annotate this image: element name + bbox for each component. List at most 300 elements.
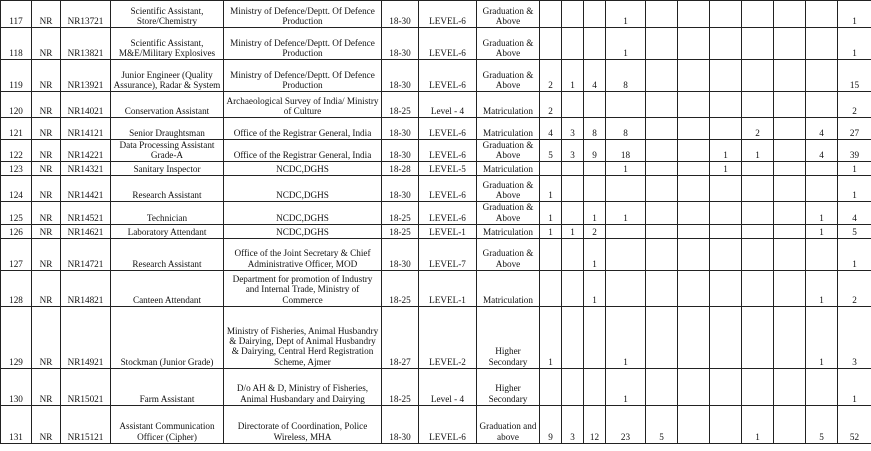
- serial-no-cell: 125: [1, 202, 32, 224]
- vacancy-count-cell: [540, 368, 562, 405]
- post-name-cell: Assistant Communication Officer (Cipher): [111, 405, 224, 443]
- vacancy-count-cell: [606, 238, 646, 270]
- vacancy-count-cell: [562, 162, 584, 176]
- vacancy-count-cell: [742, 176, 774, 202]
- vacancy-count-cell: 1: [584, 238, 606, 270]
- vacancy-count-cell: [678, 28, 710, 60]
- post-code-cell: NR14421: [61, 176, 111, 202]
- category-cell: NR: [32, 224, 61, 238]
- qualification-cell: Graduation & Above: [477, 28, 540, 60]
- vacancy-count-cell: [710, 405, 742, 443]
- total-vacancy-cell: 1: [838, 28, 871, 60]
- vacancy-count-cell: [774, 60, 806, 92]
- vacancy-count-cell: [806, 28, 838, 60]
- pay-level-cell: LEVEL-1: [419, 224, 477, 238]
- vacancy-count-cell: [646, 28, 678, 60]
- vacancy-count-cell: [562, 92, 584, 118]
- serial-no-cell: 128: [1, 270, 32, 306]
- post-name-cell: Research Assistant: [111, 238, 224, 270]
- vacancy-count-cell: [710, 176, 742, 202]
- vacancy-count-cell: 1: [584, 202, 606, 224]
- vacancy-count-cell: [742, 60, 774, 92]
- vacancy-count-cell: [710, 28, 742, 60]
- serial-no-cell: 126: [1, 224, 32, 238]
- table-row: [1, 405, 871, 443]
- vacancy-count-cell: [678, 118, 710, 140]
- vacancy-count-cell: [806, 368, 838, 405]
- vacancy-count-cell: [562, 1, 584, 28]
- vacancy-count-cell: [584, 176, 606, 202]
- vacancy-count-cell: 1: [606, 28, 646, 60]
- vacancy-count-cell: 2: [540, 92, 562, 118]
- ministry-cell: NCDC,DGHS: [224, 202, 382, 224]
- qualification-cell: Matriculation: [477, 118, 540, 140]
- age-limit-cell: 18-25: [382, 368, 419, 405]
- vacancy-count-cell: 1: [562, 224, 584, 238]
- vacancy-count-cell: [678, 224, 710, 238]
- post-code-cell: NR14321: [61, 162, 111, 176]
- post-code-cell: NR14621: [61, 224, 111, 238]
- ministry-cell: Ministry of Defence/Deptt. Of Defence Production: [224, 1, 382, 28]
- serial-no-cell: 121: [1, 118, 32, 140]
- vacancy-count-cell: [540, 1, 562, 28]
- age-limit-cell: 18-30: [382, 28, 419, 60]
- vacancy-count-cell: [646, 224, 678, 238]
- vacancy-count-cell: [584, 92, 606, 118]
- vacancy-count-cell: [646, 238, 678, 270]
- table-row: [1, 202, 871, 224]
- vacancy-count-cell: [710, 92, 742, 118]
- qualification-cell: Graduation & Above: [477, 238, 540, 270]
- vacancy-count-cell: [678, 368, 710, 405]
- vacancy-count-cell: 4: [584, 60, 606, 92]
- vacancy-count-cell: [710, 270, 742, 306]
- vacancy-count-cell: [742, 306, 774, 368]
- table-row: [1, 176, 871, 202]
- vacancy-count-cell: 12: [584, 405, 606, 443]
- vacancy-count-cell: 8: [606, 118, 646, 140]
- ministry-cell: D/o AH & D, Ministry of Fisheries, Animal Husbandary and Dairying: [224, 368, 382, 405]
- total-vacancy-cell: 15: [838, 60, 871, 92]
- category-cell: NR: [32, 202, 61, 224]
- category-cell: NR: [32, 270, 61, 306]
- ministry-cell: Office of the Registrar General, India: [224, 118, 382, 140]
- vacancy-count-cell: 23: [606, 405, 646, 443]
- vacancy-count-cell: [710, 224, 742, 238]
- pay-level-cell: LEVEL-6: [419, 28, 477, 60]
- post-name-cell: Conservation Assistant: [111, 92, 224, 118]
- qualification-cell: Matriculation: [477, 224, 540, 238]
- post-code-cell: NR14121: [61, 118, 111, 140]
- age-limit-cell: 18-28: [382, 162, 419, 176]
- total-vacancy-cell: 5: [838, 224, 871, 238]
- vacancy-count-cell: [774, 368, 806, 405]
- age-limit-cell: 18-30: [382, 238, 419, 270]
- vacancy-count-cell: [678, 270, 710, 306]
- vacancy-count-cell: [646, 118, 678, 140]
- qualification-cell: Graduation & Above: [477, 202, 540, 224]
- vacancy-count-cell: 1: [584, 270, 606, 306]
- age-limit-cell: 18-27: [382, 306, 419, 368]
- table-row: [1, 306, 871, 368]
- age-limit-cell: 18-25: [382, 202, 419, 224]
- table-row: [1, 60, 871, 92]
- vacancy-count-cell: [646, 92, 678, 118]
- vacancy-count-cell: [806, 1, 838, 28]
- vacancy-count-cell: [606, 176, 646, 202]
- vacancy-count-cell: 5: [806, 405, 838, 443]
- vacancy-count-cell: [774, 140, 806, 162]
- vacancy-count-cell: 9: [584, 140, 606, 162]
- vacancy-count-cell: 1: [742, 140, 774, 162]
- vacancy-count-cell: [774, 405, 806, 443]
- age-limit-cell: 18-25: [382, 92, 419, 118]
- ministry-cell: Directorate of Coordination, Police Wireless, MHA: [224, 405, 382, 443]
- vacancy-count-cell: [646, 140, 678, 162]
- ministry-cell: NCDC,DGHS: [224, 162, 382, 176]
- vacancy-count-cell: [562, 368, 584, 405]
- post-code-cell: NR15121: [61, 405, 111, 443]
- qualification-cell: Graduation & Above: [477, 1, 540, 28]
- pay-level-cell: LEVEL-6: [419, 118, 477, 140]
- ministry-cell: Ministry of Fisheries, Animal Husbandry & Dairying, Dept of Animal Husbandry & Dairying, Central Herd Registration Scheme, Ajmer: [224, 306, 382, 368]
- pay-level-cell: LEVEL-1: [419, 270, 477, 306]
- post-name-cell: Canteen Attendant: [111, 270, 224, 306]
- table-row: [1, 368, 871, 405]
- serial-no-cell: 123: [1, 162, 32, 176]
- total-vacancy-cell: 1: [838, 368, 871, 405]
- vacancy-count-cell: 1: [540, 224, 562, 238]
- total-vacancy-cell: 27: [838, 118, 871, 140]
- post-name-cell: Junior Engineer (Quality Assurance), Radar & System: [111, 60, 224, 92]
- vacancy-count-cell: [710, 1, 742, 28]
- vacancy-count-cell: [646, 1, 678, 28]
- vacancy-count-cell: [742, 238, 774, 270]
- post-code-cell: NR14221: [61, 140, 111, 162]
- pay-level-cell: LEVEL-2: [419, 306, 477, 368]
- vacancy-count-cell: 9: [540, 405, 562, 443]
- category-cell: NR: [32, 1, 61, 28]
- total-vacancy-cell: 4: [838, 202, 871, 224]
- post-code-cell: NR13821: [61, 28, 111, 60]
- serial-no-cell: 131: [1, 405, 32, 443]
- ministry-cell: Office of the Joint Secretary & Chief Administrative Officer, MOD: [224, 238, 382, 270]
- vacancy-count-cell: [540, 270, 562, 306]
- vacancy-count-cell: 1: [540, 176, 562, 202]
- total-vacancy-cell: 1: [838, 1, 871, 28]
- vacancy-count-cell: [584, 368, 606, 405]
- vacancy-count-cell: [606, 224, 646, 238]
- category-cell: NR: [32, 118, 61, 140]
- vacancy-count-cell: 1: [606, 368, 646, 405]
- qualification-cell: Matriculation: [477, 270, 540, 306]
- vacancy-count-cell: [584, 1, 606, 28]
- pay-level-cell: LEVEL-6: [419, 202, 477, 224]
- category-cell: NR: [32, 60, 61, 92]
- age-limit-cell: 18-30: [382, 1, 419, 28]
- qualification-cell: Matriculation: [477, 92, 540, 118]
- vacancy-count-cell: [678, 140, 710, 162]
- post-name-cell: Laboratory Attendant: [111, 224, 224, 238]
- post-code-cell: NR14521: [61, 202, 111, 224]
- qualification-cell: Matriculation: [477, 162, 540, 176]
- vacancy-count-cell: 1: [606, 306, 646, 368]
- vacancy-count-cell: 3: [562, 118, 584, 140]
- vacancy-count-cell: 4: [806, 118, 838, 140]
- post-code-cell: NR13921: [61, 60, 111, 92]
- qualification-cell: Higher Secondary: [477, 306, 540, 368]
- post-name-cell: Scientific Assistant, Store/Chemistry: [111, 1, 224, 28]
- vacancy-count-cell: 4: [540, 118, 562, 140]
- vacancy-count-cell: 5: [646, 405, 678, 443]
- pay-level-cell: LEVEL-6: [419, 60, 477, 92]
- vacancy-count-cell: [678, 1, 710, 28]
- vacancy-count-cell: 2: [742, 118, 774, 140]
- serial-no-cell: 118: [1, 28, 32, 60]
- qualification-cell: Higher Secondary: [477, 368, 540, 405]
- post-name-cell: Sanitary Inspector: [111, 162, 224, 176]
- post-code-cell: NR14021: [61, 92, 111, 118]
- vacancy-count-cell: [540, 162, 562, 176]
- vacancy-count-cell: 1: [710, 162, 742, 176]
- vacancy-count-cell: [742, 202, 774, 224]
- vacancy-count-cell: [584, 28, 606, 60]
- post-name-cell: Research Assistant: [111, 176, 224, 202]
- post-code-cell: NR15021: [61, 368, 111, 405]
- vacancy-count-cell: [584, 162, 606, 176]
- pay-level-cell: LEVEL-6: [419, 176, 477, 202]
- ministry-cell: NCDC,DGHS: [224, 224, 382, 238]
- post-name-cell: Data Processing Assistant Grade-A: [111, 140, 224, 162]
- vacancy-count-cell: [678, 405, 710, 443]
- category-cell: NR: [32, 405, 61, 443]
- vacancy-count-cell: 5: [540, 140, 562, 162]
- vacancy-count-cell: [806, 92, 838, 118]
- vacancy-count-cell: 2: [584, 224, 606, 238]
- category-cell: NR: [32, 176, 61, 202]
- ministry-cell: Ministry of Defence/Deptt. Of Defence Production: [224, 28, 382, 60]
- vacancy-count-cell: [710, 202, 742, 224]
- age-limit-cell: 18-30: [382, 140, 419, 162]
- vacancy-count-cell: [562, 176, 584, 202]
- vacancy-count-cell: [646, 162, 678, 176]
- post-name-cell: Technician: [111, 202, 224, 224]
- ministry-cell: Ministry of Defence/Deptt. Of Defence Production: [224, 60, 382, 92]
- total-vacancy-cell: 2: [838, 270, 871, 306]
- vacancy-count-cell: [710, 118, 742, 140]
- vacancy-count-cell: [742, 224, 774, 238]
- total-vacancy-cell: 3: [838, 306, 871, 368]
- post-name-cell: Stockman (Junior Grade): [111, 306, 224, 368]
- table-row: [1, 1, 871, 28]
- category-cell: NR: [32, 306, 61, 368]
- vacancy-count-cell: 8: [606, 60, 646, 92]
- pay-level-cell: LEVEL-7: [419, 238, 477, 270]
- vacancy-count-cell: [562, 306, 584, 368]
- vacancy-count-cell: [742, 92, 774, 118]
- vacancy-count-cell: 2: [540, 60, 562, 92]
- pay-level-cell: LEVEL-6: [419, 405, 477, 443]
- serial-no-cell: 120: [1, 92, 32, 118]
- qualification-cell: Graduation & Above: [477, 60, 540, 92]
- age-limit-cell: 18-30: [382, 405, 419, 443]
- vacancy-count-cell: [646, 270, 678, 306]
- vacancy-count-cell: 1: [806, 270, 838, 306]
- vacancy-count-cell: [774, 162, 806, 176]
- ministry-cell: Office of the Registrar General, India: [224, 140, 382, 162]
- vacancy-count-cell: [606, 270, 646, 306]
- vacancy-count-cell: 1: [562, 60, 584, 92]
- vacancy-count-cell: [774, 238, 806, 270]
- vacancy-count-cell: 1: [540, 202, 562, 224]
- pay-level-cell: LEVEL-5: [419, 162, 477, 176]
- vacancy-count-cell: [562, 270, 584, 306]
- vacancy-count-cell: [710, 238, 742, 270]
- qualification-cell: Graduation & Above: [477, 176, 540, 202]
- vacancy-count-cell: [710, 306, 742, 368]
- table-row: [1, 28, 871, 60]
- serial-no-cell: 129: [1, 306, 32, 368]
- vacancy-count-cell: [774, 176, 806, 202]
- vacancy-count-cell: 18: [606, 140, 646, 162]
- post-code-cell: NR14721: [61, 238, 111, 270]
- vacancy-count-cell: [742, 28, 774, 60]
- pay-level-cell: Level - 4: [419, 92, 477, 118]
- age-limit-cell: 18-30: [382, 60, 419, 92]
- serial-no-cell: 130: [1, 368, 32, 405]
- vacancy-count-cell: [646, 306, 678, 368]
- vacancy-count-cell: 4: [806, 140, 838, 162]
- vacancy-count-cell: [774, 1, 806, 28]
- vacancy-count-cell: [742, 270, 774, 306]
- vacancy-count-cell: 3: [562, 140, 584, 162]
- vacancy-count-cell: [806, 238, 838, 270]
- table-row: [1, 118, 871, 140]
- ministry-cell: Archaeological Survey of India/ Ministry of Culture: [224, 92, 382, 118]
- vacancy-count-cell: [678, 60, 710, 92]
- table-body: [1, 1, 871, 444]
- vacancy-count-cell: [806, 60, 838, 92]
- vacancy-count-cell: [678, 238, 710, 270]
- vacancy-count-cell: [646, 202, 678, 224]
- post-name-cell: Farm Assistant: [111, 368, 224, 405]
- serial-no-cell: 119: [1, 60, 32, 92]
- post-name-cell: Scientific Assistant, M&E/Military Explosives: [111, 28, 224, 60]
- age-limit-cell: 18-25: [382, 224, 419, 238]
- vacancy-count-cell: 1: [710, 140, 742, 162]
- vacancy-count-cell: 1: [606, 1, 646, 28]
- vacancy-count-cell: [774, 28, 806, 60]
- total-vacancy-cell: 52: [838, 405, 871, 443]
- pay-level-cell: LEVEL-6: [419, 1, 477, 28]
- category-cell: NR: [32, 238, 61, 270]
- vacancy-count-cell: [646, 60, 678, 92]
- vacancy-count-cell: 1: [806, 306, 838, 368]
- qualification-cell: Graduation and above: [477, 405, 540, 443]
- qualification-cell: Graduation & Above: [477, 140, 540, 162]
- vacancy-count-cell: [678, 306, 710, 368]
- vacancy-count-cell: [774, 92, 806, 118]
- post-code-cell: NR14821: [61, 270, 111, 306]
- vacancy-count-cell: [584, 306, 606, 368]
- serial-no-cell: 117: [1, 1, 32, 28]
- age-limit-cell: 18-25: [382, 270, 419, 306]
- post-code-cell: NR13721: [61, 1, 111, 28]
- vacancy-count-cell: [540, 28, 562, 60]
- ministry-cell: NCDC,DGHS: [224, 176, 382, 202]
- vacancy-count-cell: [774, 202, 806, 224]
- serial-no-cell: 124: [1, 176, 32, 202]
- category-cell: NR: [32, 140, 61, 162]
- vacancy-count-cell: [774, 224, 806, 238]
- vacancy-count-cell: [774, 270, 806, 306]
- total-vacancy-cell: 39: [838, 140, 871, 162]
- age-limit-cell: 18-30: [382, 118, 419, 140]
- ministry-cell: Department for promotion of Industry and Internal Trade, Ministry of Commerce: [224, 270, 382, 306]
- vacancy-count-cell: [562, 202, 584, 224]
- vacancy-count-cell: 1: [806, 202, 838, 224]
- pay-level-cell: Level - 4: [419, 368, 477, 405]
- vacancy-count-cell: [540, 238, 562, 270]
- vacancy-count-cell: 1: [606, 202, 646, 224]
- vacancy-count-cell: [774, 118, 806, 140]
- table-row: [1, 238, 871, 270]
- vacancy-count-cell: [678, 92, 710, 118]
- table-row: [1, 162, 871, 176]
- vacancy-count-cell: [678, 202, 710, 224]
- vacancy-count-cell: [806, 176, 838, 202]
- vacancy-count-cell: [774, 306, 806, 368]
- table-row: [1, 224, 871, 238]
- table-row: [1, 140, 871, 162]
- age-limit-cell: 18-30: [382, 176, 419, 202]
- serial-no-cell: 127: [1, 238, 32, 270]
- vacancy-count-cell: [606, 92, 646, 118]
- category-cell: NR: [32, 28, 61, 60]
- vacancy-count-cell: [806, 162, 838, 176]
- vacancy-count-cell: [562, 28, 584, 60]
- pay-level-cell: LEVEL-6: [419, 140, 477, 162]
- total-vacancy-cell: 2: [838, 92, 871, 118]
- vacancy-count-cell: [742, 368, 774, 405]
- vacancy-count-cell: 3: [562, 405, 584, 443]
- vacancy-count-cell: [678, 176, 710, 202]
- post-code-cell: NR14921: [61, 306, 111, 368]
- table-row: [1, 270, 871, 306]
- serial-no-cell: 122: [1, 140, 32, 162]
- vacancy-count-cell: [710, 60, 742, 92]
- vacancy-count-cell: [742, 1, 774, 28]
- category-cell: NR: [32, 162, 61, 176]
- category-cell: NR: [32, 368, 61, 405]
- category-cell: NR: [32, 92, 61, 118]
- total-vacancy-cell: 1: [838, 162, 871, 176]
- vacancy-count-cell: [742, 162, 774, 176]
- total-vacancy-cell: 1: [838, 238, 871, 270]
- table-row: [1, 92, 871, 118]
- vacancy-count-cell: 1: [540, 306, 562, 368]
- vacancy-count-cell: [562, 238, 584, 270]
- vacancy-count-cell: [710, 368, 742, 405]
- total-vacancy-cell: 1: [838, 176, 871, 202]
- vacancy-count-cell: [646, 368, 678, 405]
- vacancy-count-cell: [646, 176, 678, 202]
- vacancy-count-cell: 1: [806, 224, 838, 238]
- vacancy-count-cell: 8: [584, 118, 606, 140]
- vacancy-count-cell: 1: [606, 162, 646, 176]
- post-name-cell: Senior Draughtsman: [111, 118, 224, 140]
- vacancy-count-cell: 1: [742, 405, 774, 443]
